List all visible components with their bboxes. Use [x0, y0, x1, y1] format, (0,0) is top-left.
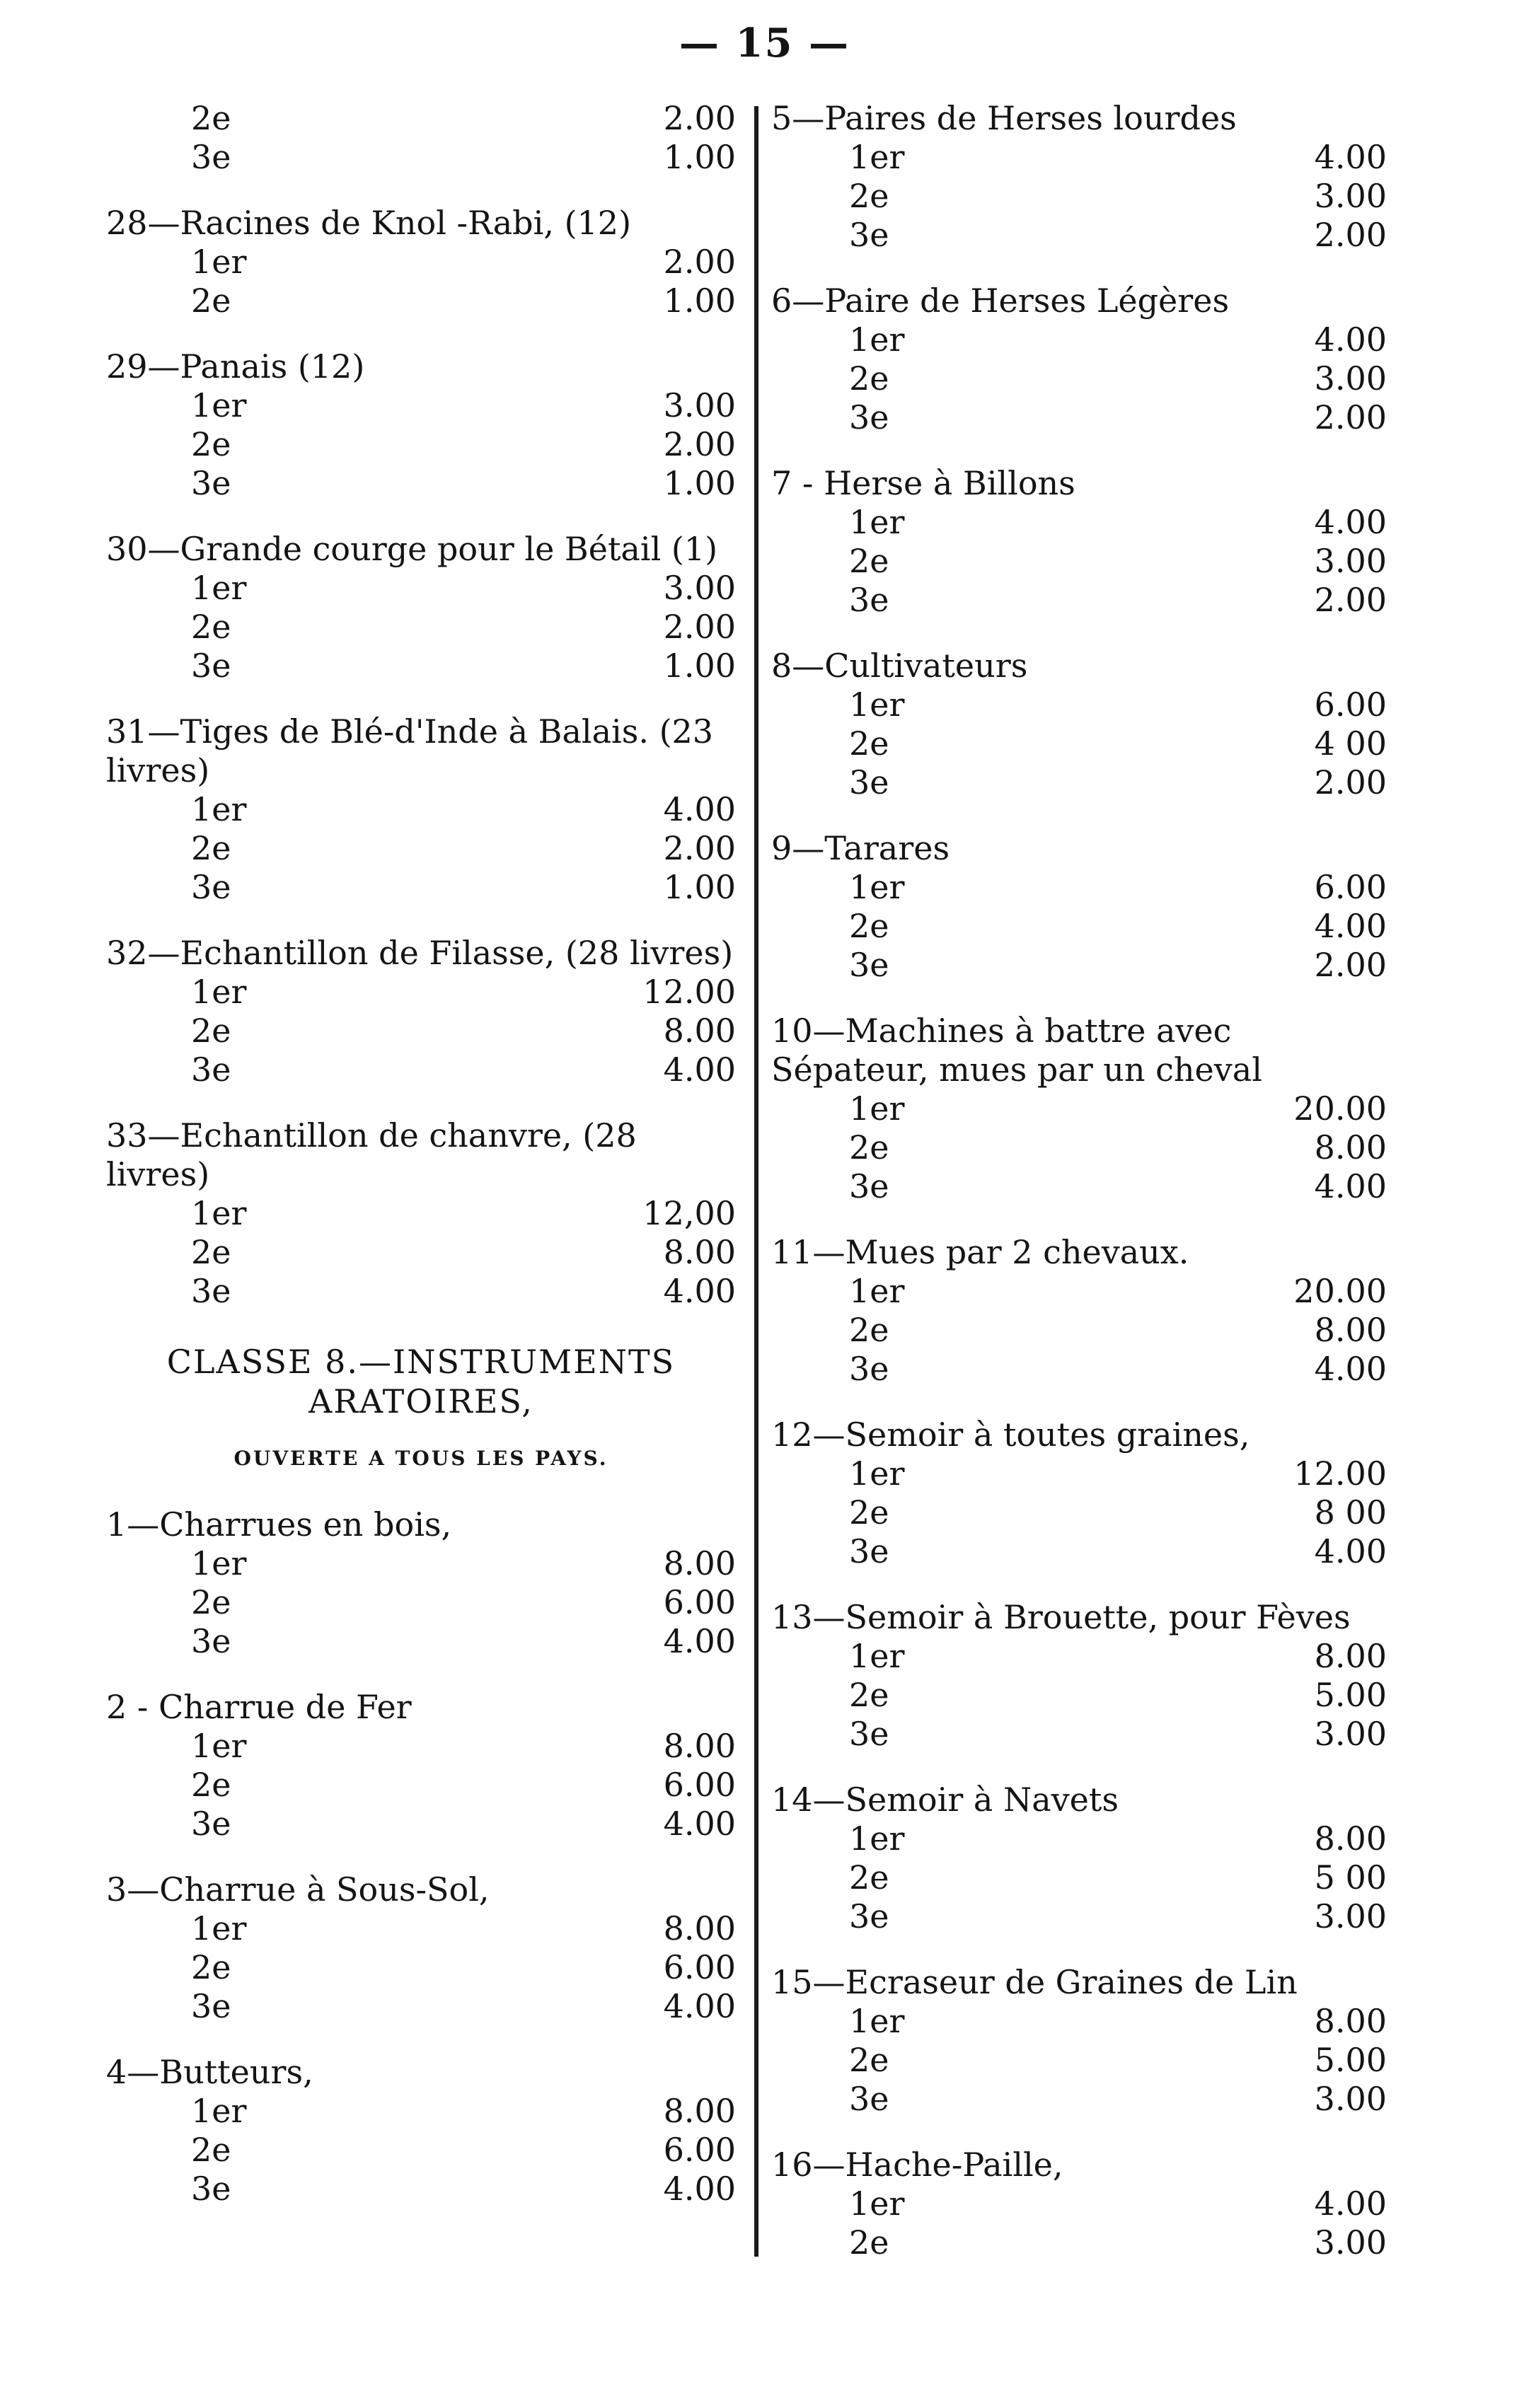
prize-row — [771, 2041, 1387, 2080]
prize-amount: 8.00 — [1314, 1128, 1387, 1167]
prize-row — [771, 581, 1387, 620]
prize-row — [771, 2223, 1387, 2262]
prize-amount: 12.00 — [1293, 1454, 1387, 1493]
category-heading — [106, 1870, 736, 1909]
prize-rank: 2e — [191, 1233, 231, 1271]
prize-amount: 6.00 — [663, 1766, 736, 1804]
prize-rank: 2e — [849, 177, 889, 215]
column-divider — [754, 106, 758, 2257]
prize-rank: 3e — [849, 1715, 889, 1753]
category-number: 5— — [771, 99, 825, 137]
prize-amount: 3.00 — [1314, 542, 1387, 580]
prize-rank: 2e — [849, 1128, 889, 1167]
category-title: Tarares — [824, 829, 950, 867]
prize-rank: 1er — [191, 790, 247, 828]
category-title: Mues par 2 chevaux. — [845, 1233, 1189, 1271]
prize-row — [771, 1311, 1387, 1350]
prize-row — [106, 569, 736, 608]
prize-category — [106, 1116, 736, 1311]
prize-amount: 2.00 — [1314, 763, 1387, 801]
prize-rank: 1er — [849, 1089, 905, 1128]
prize-category — [106, 1870, 736, 2026]
prize-amount: 12,00 — [642, 1194, 736, 1232]
prize-amount: 1.00 — [663, 647, 736, 685]
prize-amount: 3.00 — [1314, 177, 1387, 215]
prize-rank: 3e — [849, 1897, 889, 1935]
left-sections-a — [106, 204, 736, 1311]
prize-rank: 1er — [191, 2092, 247, 2130]
prize-row — [771, 398, 1387, 437]
prize-amount: 4.00 — [1314, 1350, 1387, 1388]
prize-rank: 2e — [849, 1676, 889, 1714]
category-number: 6— — [771, 282, 825, 320]
prize-category — [106, 934, 736, 1089]
prize-amount: 6.00 — [1314, 685, 1387, 724]
prize-row — [771, 1715, 1387, 1754]
prize-rank: 1er — [191, 243, 247, 281]
prize-rank: 1er — [191, 1909, 247, 1947]
prize-row — [106, 1233, 736, 1272]
prize-category — [771, 1233, 1387, 1389]
prize-row — [106, 790, 736, 829]
prize-row — [106, 1727, 736, 1766]
prize-amount: 1.00 — [663, 138, 736, 176]
prize-rank: 1er — [849, 1819, 905, 1858]
prize-rank: 1er — [849, 503, 905, 541]
prize-amount: 5 00 — [1314, 1858, 1387, 1897]
prize-amount: 2.00 — [663, 829, 736, 867]
prize-amount: 4.00 — [1314, 1167, 1387, 1205]
left-column — [106, 99, 736, 2235]
prize-rank: 3e — [191, 868, 231, 906]
class-heading — [106, 1342, 736, 1421]
prize-row — [771, 1897, 1387, 1936]
category-number: 10— — [771, 1012, 846, 1050]
prize-amount: 20.00 — [1293, 1089, 1387, 1128]
prize-row — [771, 724, 1387, 763]
prize-rank: 2e — [849, 2041, 889, 2079]
prize-rank: 1er — [849, 2184, 905, 2223]
category-number: 13— — [771, 1598, 846, 1636]
prize-amount: 4.00 — [1314, 2184, 1387, 2223]
prize-row — [771, 1637, 1387, 1676]
prize-category — [106, 712, 736, 907]
prize-row — [771, 1272, 1387, 1311]
category-heading — [771, 1416, 1387, 1454]
prize-rank: 3e — [191, 1272, 231, 1310]
prize-row — [771, 2002, 1387, 2041]
prize-row — [106, 1012, 736, 1050]
prize-row — [771, 946, 1387, 985]
category-heading — [106, 2053, 736, 2092]
category-number: 33— — [106, 1116, 180, 1154]
prize-category — [771, 1012, 1387, 1206]
prize-row — [106, 608, 736, 647]
prize-row — [106, 425, 736, 464]
prize-row — [771, 1128, 1387, 1167]
prize-row — [106, 1194, 736, 1233]
class-heading-line1: CLASSE 8.—INSTRUMENTS — [166, 1343, 676, 1381]
prize-rank: 2e — [191, 1583, 231, 1621]
prize-rank: 3e — [191, 138, 231, 176]
prize-row — [771, 1167, 1387, 1206]
prize-row — [106, 1805, 736, 1843]
category-number: 1— — [106, 1505, 160, 1544]
prize-amount: 3.00 — [1314, 2223, 1387, 2262]
prize-row — [106, 1272, 736, 1311]
prize-amount: 6.00 — [1314, 868, 1387, 906]
prize-amount: 2.00 — [663, 425, 736, 463]
prize-rank: 2e — [849, 1493, 889, 1532]
prize-rank: 1er — [849, 685, 905, 724]
prize-category — [771, 1963, 1387, 2119]
prize-row — [771, 763, 1387, 802]
prize-amount: 2.00 — [1314, 946, 1387, 984]
prize-rank: 1er — [191, 1544, 247, 1582]
category-title: Paires de Herses lourdes — [824, 99, 1237, 137]
category-number: 29— — [106, 347, 180, 386]
class-subtitle: OUVERTE A TOUS LES PAYS. — [233, 1447, 608, 1470]
prize-amount: 2.00 — [663, 99, 736, 137]
prize-category — [106, 530, 736, 685]
prize-row — [106, 1948, 736, 1987]
category-number: 12— — [771, 1416, 846, 1454]
prize-amount: 4.00 — [663, 1272, 736, 1310]
prize-amount: 1.00 — [663, 282, 736, 320]
prize-row — [771, 907, 1387, 946]
prize-category — [771, 647, 1387, 802]
right-column — [771, 99, 1387, 2289]
prize-row — [771, 1493, 1387, 1532]
prize-rank: 3e — [191, 1050, 231, 1089]
prize-rank: 2e — [191, 425, 231, 463]
prize-amount: 8.00 — [663, 1909, 736, 1947]
prize-rank: 1er — [849, 2002, 905, 2040]
category-number: 32— — [106, 934, 180, 972]
prize-row — [771, 359, 1387, 398]
prize-row — [771, 503, 1387, 542]
prize-rank: 2e — [191, 99, 231, 137]
prize-rank: 1er — [191, 386, 247, 424]
prize-row — [106, 386, 736, 425]
category-number: 28— — [106, 204, 180, 242]
category-number: 14— — [771, 1781, 846, 1819]
prize-row — [106, 1050, 736, 1089]
prize-row — [771, 216, 1387, 255]
prize-category — [771, 2146, 1387, 2262]
prize-row — [771, 1819, 1387, 1858]
category-heading — [106, 347, 736, 386]
prize-amount: 4.00 — [1314, 503, 1387, 541]
prize-category — [106, 1505, 736, 1661]
prize-row — [771, 1350, 1387, 1389]
prize-amount: 2.00 — [1314, 398, 1387, 436]
prize-row — [771, 1089, 1387, 1128]
prize-row — [106, 1544, 736, 1583]
category-heading — [771, 2146, 1387, 2184]
prize-rank: 3e — [849, 1167, 889, 1205]
category-title: Herse à Billons — [824, 464, 1075, 502]
prize-category — [771, 464, 1387, 620]
category-heading — [106, 204, 736, 243]
category-number: 7 - — [771, 464, 824, 502]
prize-rank: 2e — [191, 829, 231, 867]
prize-rank: 3e — [191, 1805, 231, 1843]
prize-rank: 2e — [191, 2131, 231, 2169]
prize-rank: 3e — [849, 763, 889, 801]
category-number: 2 - — [106, 1688, 159, 1726]
prize-amount: 8 00 — [1314, 1493, 1387, 1532]
category-heading — [106, 712, 736, 790]
category-heading — [106, 1505, 736, 1544]
prize-rank: 3e — [191, 1622, 231, 1660]
prize-category — [106, 1688, 736, 1843]
prize-category — [106, 347, 736, 503]
prize-rank: 1er — [191, 1727, 247, 1765]
prize-amount: 3.00 — [663, 386, 736, 424]
prize-rank: 2e — [191, 1948, 231, 1986]
category-number: 4— — [106, 2053, 160, 2091]
category-heading — [771, 282, 1387, 320]
category-heading — [106, 1116, 736, 1194]
prize-row — [106, 647, 736, 685]
left-sections-b — [106, 1505, 736, 2209]
prize-row — [771, 1858, 1387, 1897]
prize-amount: 4.00 — [663, 1622, 736, 1660]
category-title: Charrue de Fer — [158, 1688, 412, 1726]
prize-row — [771, 685, 1387, 724]
category-heading — [771, 1012, 1387, 1089]
prize-row — [771, 1676, 1387, 1715]
category-heading — [771, 829, 1387, 868]
category-heading — [106, 1688, 736, 1727]
prize-amount: 8.00 — [663, 1233, 736, 1271]
prize-amount: 8.00 — [663, 1727, 736, 1765]
prize-amount: 8.00 — [663, 2092, 736, 2130]
prize-row — [106, 99, 736, 138]
prize-rank: 2e — [191, 1766, 231, 1804]
prize-rank: 3e — [849, 216, 889, 254]
category-heading — [771, 464, 1387, 503]
prize-row — [771, 320, 1387, 359]
prize-row — [771, 138, 1387, 177]
prize-amount: 1.00 — [663, 464, 736, 502]
category-heading — [771, 99, 1387, 138]
category-title: Tiges de Blé-d'Inde à Balais. (23 livres) — [106, 712, 714, 789]
category-heading — [771, 1963, 1387, 2002]
prize-amount: 20.00 — [1293, 1272, 1387, 1310]
prize-amount: 5.00 — [1314, 2041, 1387, 2079]
prize-row — [771, 2080, 1387, 2119]
category-number: 11— — [771, 1233, 846, 1271]
category-number: 30— — [106, 530, 180, 568]
prize-category — [771, 99, 1387, 255]
prize-rank: 3e — [191, 647, 231, 685]
category-title: Charrues en bois, — [159, 1505, 452, 1544]
prize-row — [106, 1622, 736, 1661]
prize-amount: 8.00 — [663, 1544, 736, 1582]
category-heading — [106, 934, 736, 973]
category-heading — [771, 1598, 1387, 1637]
prize-category — [771, 1781, 1387, 1936]
prize-amount: 4.00 — [1314, 1532, 1387, 1570]
prize-amount: 2.00 — [663, 608, 736, 646]
prize-rank: 1er — [849, 1272, 905, 1310]
prize-amount: 2.00 — [663, 243, 736, 281]
prize-rank: 3e — [849, 398, 889, 436]
prize-amount: 3.00 — [663, 569, 736, 607]
prize-category — [106, 204, 736, 320]
category-title: Machines à battre avec Sépateur, mues par un cheval — [771, 1012, 1262, 1089]
class-heading-line2: ARATOIRES, — [308, 1382, 533, 1420]
prize-row — [771, 1532, 1387, 1571]
category-heading — [771, 647, 1387, 685]
prize-rank: 2e — [849, 724, 889, 763]
prize-amount: 4.00 — [663, 1805, 736, 1843]
prize-category — [771, 1416, 1387, 1571]
prize-category — [106, 2053, 736, 2209]
prize-row — [106, 2131, 736, 2170]
prize-amount: 4.00 — [663, 1987, 736, 2025]
category-heading — [106, 530, 736, 569]
prize-rank: 2e — [849, 359, 889, 398]
category-title: Echantillon de chanvre, (28 livres) — [106, 1116, 637, 1193]
prize-amount: 6.00 — [663, 1948, 736, 1986]
prize-amount: 4 00 — [1314, 724, 1387, 763]
prize-row — [106, 829, 736, 868]
prize-row — [106, 1987, 736, 2026]
category-number: 31— — [106, 712, 180, 751]
category-heading — [771, 1233, 1387, 1272]
prize-amount: 4.00 — [1314, 138, 1387, 176]
prize-amount: 6.00 — [663, 2131, 736, 2169]
prize-row — [771, 1454, 1387, 1493]
prize-row — [106, 282, 736, 320]
prize-rank: 2e — [849, 542, 889, 580]
prize-row — [106, 2092, 736, 2131]
prize-rank: 2e — [849, 2223, 889, 2262]
prize-rank: 1er — [849, 868, 905, 906]
prize-rank: 3e — [191, 2170, 231, 2208]
prize-rank: 1er — [191, 569, 247, 607]
prize-amount: 6.00 — [663, 1583, 736, 1621]
prize-rank: 2e — [191, 1012, 231, 1050]
page-number: — 15 — — [679, 20, 850, 66]
prize-amount: 3.00 — [1314, 359, 1387, 398]
prize-rank: 1er — [849, 1637, 905, 1675]
prize-amount: 1.00 — [663, 868, 736, 906]
prize-amount: 5.00 — [1314, 1676, 1387, 1714]
continued-prize-list — [106, 99, 736, 177]
category-title: Grande courge pour le Bétail (1) — [180, 530, 718, 568]
prize-amount: 4.00 — [663, 790, 736, 828]
category-number: 16— — [771, 2146, 846, 2184]
prize-rank: 3e — [191, 1987, 231, 2025]
category-title: Butteurs, — [159, 2053, 313, 2091]
prize-amount: 3.00 — [1314, 2080, 1387, 2118]
prize-rank: 2e — [191, 282, 231, 320]
category-heading — [771, 1781, 1387, 1819]
prize-amount: 4.00 — [663, 2170, 736, 2208]
prize-category — [771, 829, 1387, 985]
prize-rank: 1er — [191, 1194, 247, 1232]
prize-rank: 3e — [849, 581, 889, 619]
category-title: Semoir à Navets — [845, 1781, 1119, 1819]
category-number: 8— — [771, 647, 825, 685]
prize-rank: 2e — [191, 608, 231, 646]
category-title: Echantillon de Filasse, (28 livres) — [180, 934, 734, 972]
prize-rank: 3e — [849, 946, 889, 984]
prize-amount: 8.00 — [1314, 1311, 1387, 1349]
prize-amount: 2.00 — [1314, 581, 1387, 619]
prize-amount: 8.00 — [663, 1012, 736, 1050]
prize-row — [106, 243, 736, 282]
category-title: Paire de Herses Légères — [824, 282, 1230, 320]
prize-row — [106, 2170, 736, 2209]
prize-amount: 4.00 — [1314, 907, 1387, 945]
prize-row — [106, 868, 736, 907]
prize-row — [771, 177, 1387, 216]
prize-row — [106, 973, 736, 1012]
prize-rank: 3e — [849, 1350, 889, 1388]
prize-rank: 1er — [849, 1454, 905, 1493]
prize-rank: 2e — [849, 1311, 889, 1349]
category-title: Charrue à Sous-Sol, — [159, 1870, 490, 1909]
prize-amount: 8.00 — [1314, 1637, 1387, 1675]
prize-row — [106, 1766, 736, 1805]
prize-rank: 3e — [849, 2080, 889, 2118]
category-title: Panais (12) — [180, 347, 365, 386]
prize-amount: 3.00 — [1314, 1897, 1387, 1935]
prize-row — [771, 542, 1387, 581]
category-title: Racines de Knol -Rabi, (12) — [180, 204, 632, 242]
prize-rank: 2e — [849, 907, 889, 945]
prize-amount: 3.00 — [1314, 1715, 1387, 1753]
prize-amount: 4.00 — [1314, 320, 1387, 359]
prize-rank: 1er — [849, 138, 905, 176]
prize-amount: 2.00 — [1314, 216, 1387, 254]
prize-amount: 12.00 — [642, 973, 736, 1011]
category-title: Semoir à Brouette, pour Fèves — [845, 1598, 1351, 1636]
prize-rank: 3e — [849, 1532, 889, 1570]
prize-category — [771, 282, 1387, 437]
prize-row — [771, 868, 1387, 907]
prize-rank: 2e — [849, 1858, 889, 1897]
prize-rank: 1er — [191, 973, 247, 1011]
prize-amount: 8.00 — [1314, 2002, 1387, 2040]
prize-rank: 3e — [191, 464, 231, 502]
prize-amount: 8.00 — [1314, 1819, 1387, 1858]
prize-row — [106, 464, 736, 503]
category-number: 9— — [771, 829, 825, 867]
category-number: 15— — [771, 1963, 846, 2001]
category-title: Cultivateurs — [824, 647, 1028, 685]
prize-category — [771, 1598, 1387, 1754]
prize-row — [106, 1909, 736, 1948]
category-title: Ecraseur de Graines de Lin — [845, 1963, 1298, 2001]
prize-row — [106, 138, 736, 177]
category-title: Semoir à toutes graines, — [845, 1416, 1250, 1454]
prize-row — [106, 1583, 736, 1622]
prize-amount: 4.00 — [663, 1050, 736, 1089]
prize-row — [771, 2184, 1387, 2223]
category-title: Hache-Paille, — [845, 2146, 1063, 2184]
category-number: 3— — [106, 1870, 160, 1909]
prize-rank: 1er — [849, 320, 905, 359]
